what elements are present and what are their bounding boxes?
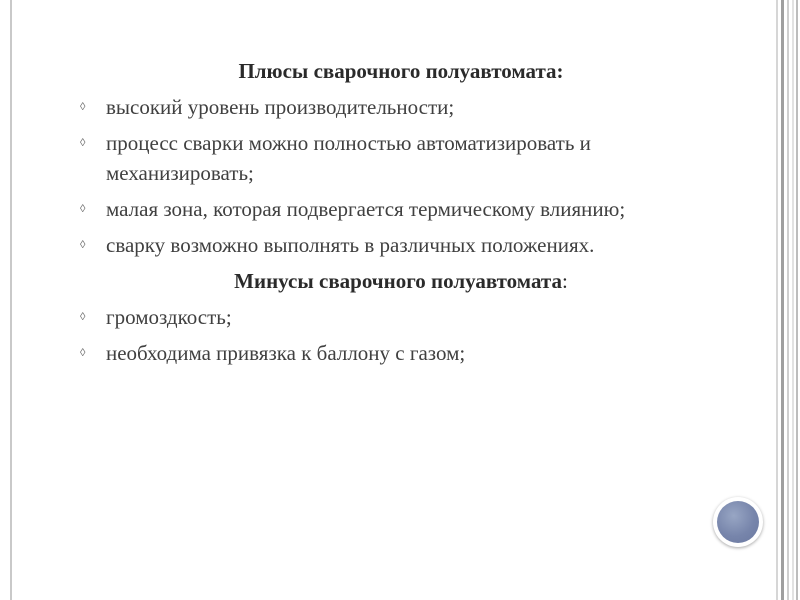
decorative-circle-icon [713, 497, 763, 547]
cons-heading-colon: : [561, 269, 568, 293]
list-item-text: процесс сварки можно полностью автоматизировать и механизировать; [106, 131, 591, 185]
list-item-text: необходима привязка к баллону с газом; [106, 341, 466, 365]
list-item [76, 92, 726, 122]
list-item [76, 128, 726, 188]
diamond-outline-bullet-icon: ◊ [80, 137, 86, 149]
diamond-outline-bullet-icon: ◊ [80, 101, 86, 113]
list-item [76, 338, 726, 368]
list-item [76, 302, 726, 332]
left-divider-line [10, 0, 12, 600]
pros-heading: Плюсы сварочного полуавтомата: [238, 59, 564, 83]
list-item [76, 230, 726, 260]
list-item-text: малая зона, которая подвергается термическому влиянию; [106, 197, 626, 221]
list-item-text: громоздкость; [106, 305, 232, 329]
list-item-text: сварку возможно выполнять в различных положениях. [106, 233, 595, 257]
slide-content [76, 56, 726, 374]
diamond-outline-bullet-icon: ◊ [80, 239, 86, 251]
diamond-outline-bullet-icon: ◊ [80, 203, 86, 215]
list-item-text: высокий уровень производительности; [106, 95, 455, 119]
cons-heading-text: Минусы сварочного полуавтомата [234, 269, 562, 293]
diamond-outline-bullet-icon: ◊ [80, 311, 86, 323]
list-item [76, 194, 726, 224]
cons-heading [76, 266, 726, 296]
right-decorative-stripes [772, 0, 800, 600]
diamond-outline-bullet-icon: ◊ [80, 347, 86, 359]
